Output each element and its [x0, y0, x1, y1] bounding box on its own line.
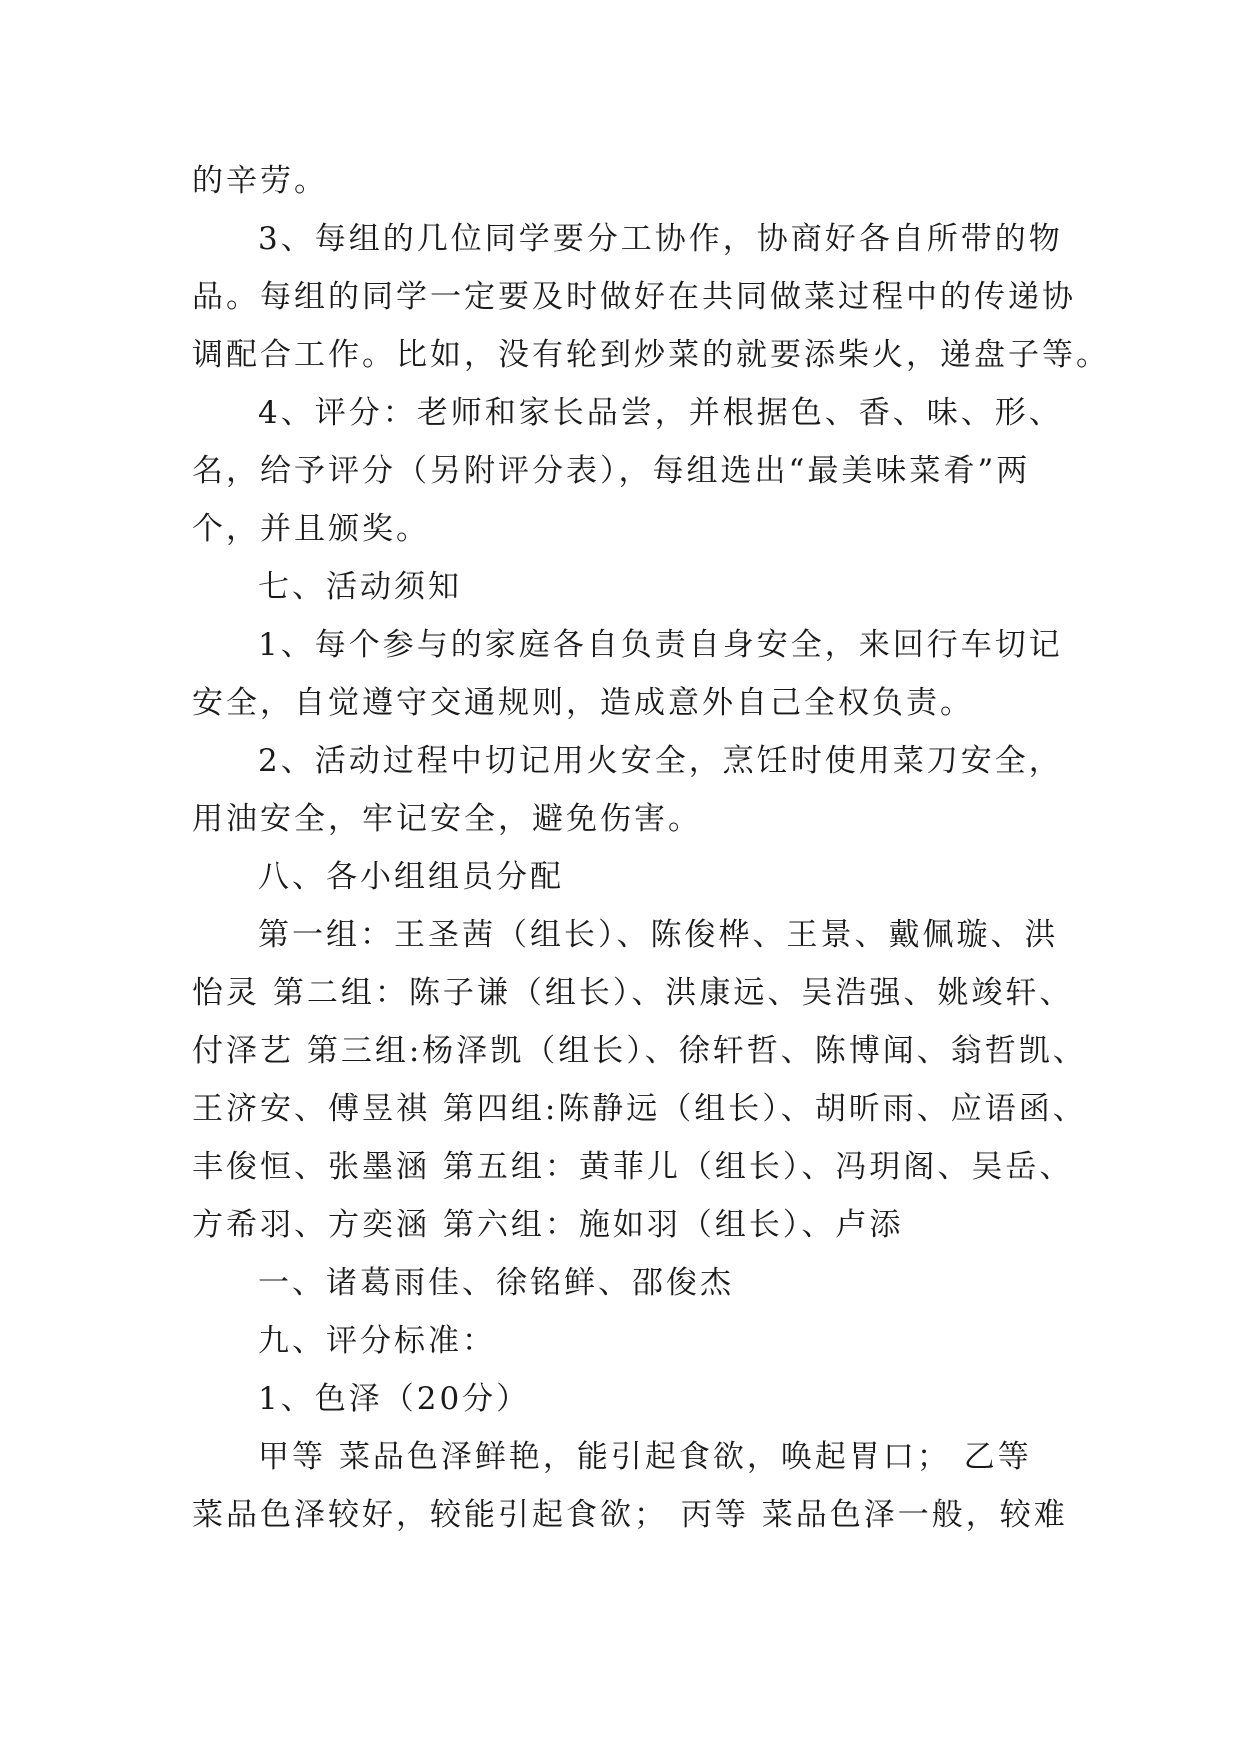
text-line: 用油安全，牢记安全，避免伤害。 — [192, 801, 702, 837]
text-line: 2、活动过程中切记用火安全，烹饪时使用菜刀安全， — [258, 743, 1063, 779]
text-line: 丰俊恒、张墨涵 第五组：黄菲儿（组长）、冯玥阁、吴岳、 — [192, 1149, 1074, 1185]
text-line: 个，并且颁奖。 — [192, 511, 430, 547]
section-heading: 七、活动须知 — [258, 569, 462, 605]
section-heading: 八、各小组组员分配 — [258, 859, 564, 895]
text-line: 王济安、傅昱祺 第四组:陈静远（组长）、胡昕雨、应语函、 — [192, 1091, 1087, 1127]
document-body — [192, 152, 1110, 1544]
text-line: 调配合工作。比如，没有轮到炒菜的就要添柴火，递盘子等。 — [192, 337, 1110, 373]
text-line: 1、色泽（20分） — [258, 1381, 531, 1417]
text-line: 付泽艺 第三组:杨泽凯（组长）、徐轩哲、陈博闻、翁哲凯、 — [192, 1033, 1087, 1069]
text-line: 名，给予评分（另附评分表），每组选出“最美味菜肴”两 — [192, 453, 1031, 489]
text-line: 4、评分：老师和家长品尝，并根据色、香、味、形、 — [258, 395, 1063, 431]
text-line: 1、每个参与的家庭各自负责自身安全，来回行车切记 — [258, 627, 1063, 663]
text-line: 甲等 菜品色泽鲜艳，能引起食欲，唤起胃口； 乙等 — [258, 1439, 1032, 1475]
text-line: 品。每组的同学一定要及时做好在共同做菜过程中的传递协 — [192, 279, 1076, 315]
text-line: 第一组：王圣茜（组长）、陈俊桦、王景、戴佩璇、洪 — [258, 917, 1059, 953]
text-line: 怡灵 第二组：陈子谦（组长）、洪康远、吴浩强、姚竣轩、 — [192, 975, 1074, 1011]
text-line: 安全，自觉遵守交通规则，造成意外自己全权负责。 — [192, 685, 974, 721]
text-line: 方希羽、方奕涵 第六组：施如羽（组长）、卢添 — [192, 1207, 904, 1243]
text-line: 3、每组的几位同学要分工协作，协商好各自所带的物 — [258, 221, 1063, 257]
text-line: 的辛劳。 — [192, 163, 328, 199]
section-heading: 九、评分标准： — [258, 1323, 496, 1359]
text-line: 一、诸葛雨佳、徐铭鲜、邵俊杰 — [258, 1265, 734, 1301]
text-line: 菜品色泽较好，较能引起食欲； 丙等 菜品色泽一般，较难 — [192, 1497, 1068, 1533]
